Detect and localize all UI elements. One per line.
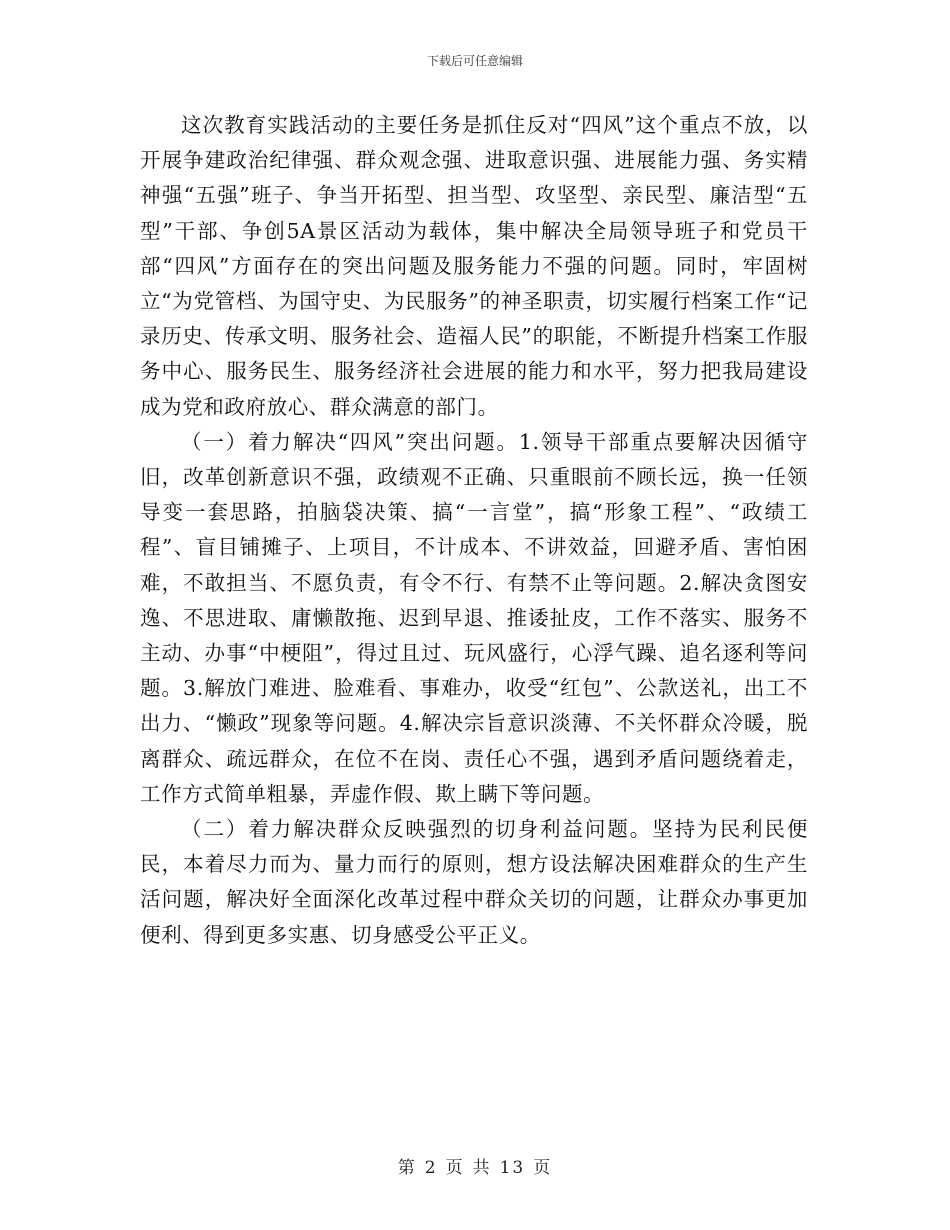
paragraph-public-interest-issues: （二）着力解决群众反映强烈的切身利益问题。坚持为民利民便民，本着尽力而为、量力而行的原则，想方设法解决困难群众的生产生活问题，解决好全面深化改革过程中群众关切的问题，让群众办事更加便利、得到更多实惠、切身感受公平正义。 [140,817,808,947]
paragraph-main-tasks: 这次教育实践活动的主要任务是抓住反对“四风”这个重点不放，以开展争建政治纪律强、群众观念强、进取意识强、进展能力强、务实精神强“五强”班子、争当开拓型、担当型、攻坚型、亲民型、廉洁型“五型”干部、争创5A景区活动为载体，集中解决全局领导班子和党员干部“四风”方面存在的突出问题及服务能力不强的问题。同时，牢固树立“为党管档、为国守史、为民服务”的神圣职责，切实履行档案工作“记录历史、传承文明、服务社会、造福人民”的职能，不断提升档案工作服务中心、服务民生、服务经济社会进展的能力和水平，努力把我局建设成为党和政府放心、群众满意的部门。 [140,113,808,419]
footer-prefix: 第 [397,1158,417,1178]
footer-current-page: 2 [424,1158,438,1178]
paragraph-four-styles-issues: （一）着力解决“四风”突出问题。1.领导干部重点要解决因循守旧，改革创新意识不强，政绩观不正确、只重眼前不顾长远，换一任领导变一套思路，拍脑袋决策、搞“一言堂”，搞“形象工程”、“政绩工程”、盲目铺摊子、上项目，不计成本、不讲效益，回避矛盾、害怕困难，不敢担当、不愿负责，有令不行、有禁不止等问题。2.解决贪图安逸、不思进取、庸懒散拖、迟到早退、推诿扯皮，工作不落实、服务不主动、办事“中梗阻”，得过且过、玩风盛行，心浮气躁、追名逐利等问题。3.解放门难进、脸难看、事难办，收受“红包”、公款送礼，出工不出力、“懒政”现象等问题。4.解决宗旨意识淡薄、不关怀群众冷暖，脱离群众、疏远群众，在位不在岗、责任心不强，遇到矛盾问题绕着走，工作方式简单粗暴，弄虚作假、欺上瞒下等问题。 [140,429,808,806]
footer-total-pages: 13 [499,1158,526,1178]
page-header-note: 下载后可任意编辑 [426,54,523,68]
footer-suffix: 页 [533,1158,553,1178]
footer-page-word: 页 [445,1158,465,1178]
page-footer [0,1153,950,1178]
footer-total-word: 共 [472,1158,492,1178]
document-body [140,108,808,953]
